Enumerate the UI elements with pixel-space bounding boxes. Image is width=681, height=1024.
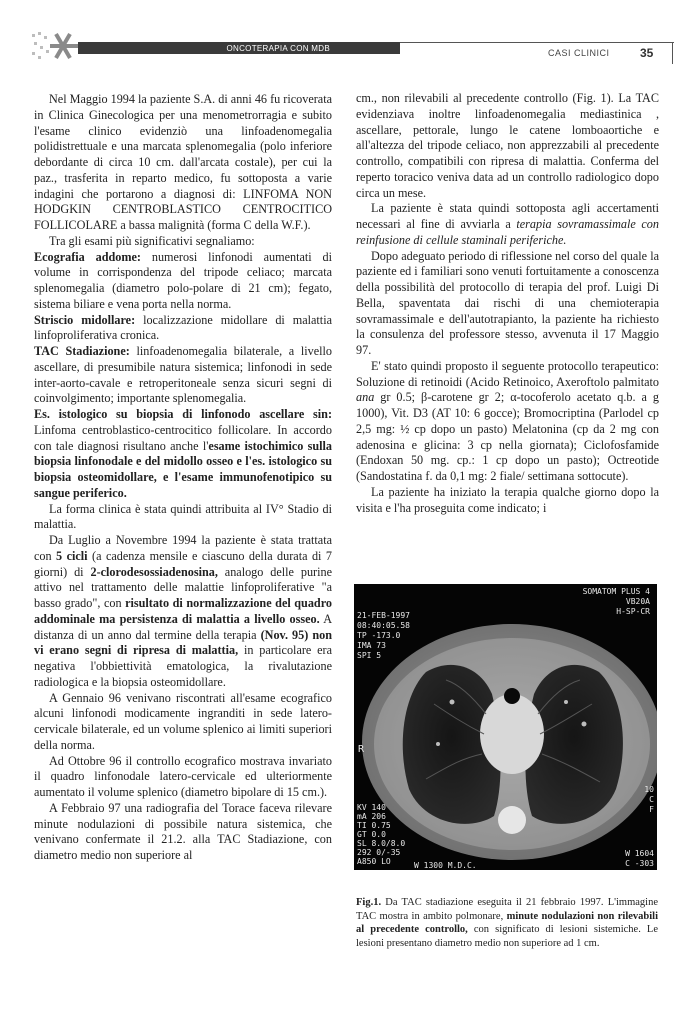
subheading: Es. istologico su biopsia di linfonodo ascellare sin: xyxy=(34,407,332,421)
scan-coords: 292 0/-35 xyxy=(357,848,401,857)
paragraph: Tra gli esami più significativi segnaliamo: xyxy=(49,233,255,248)
scan-time: 08:40:05.58 xyxy=(357,621,410,630)
scanner-version: VB20A xyxy=(625,597,650,606)
ct-scan-figure xyxy=(354,584,657,870)
emphasis-text: esame istochimico sulla biopsia linfonodale e del midollo osseo e l'es. istologico su biopsia osteomidollare, e l'esame immunofenotipico su sangue periferico. xyxy=(34,438,333,500)
emphasis-text: 2-clorodesossiadenosina, xyxy=(90,564,218,579)
paragraph-text: Da Luglio a Novembre 1994 la paziente è stata trattata con xyxy=(34,533,332,563)
paragraph: cm., non rilevabili al precedente controllo (Fig. 1). La TAC evidenziava inoltre linfoadenomegalia mediastinica , ascellare, pettorale, lungo le catene lomboaortiche e all'altezza del tripode celiaco, non apprezzabili al precedente controllo, compatibili con ripresa di malattia. Conferma del reperto toracico veniva data ad un controllo radiologico dopo circa un mese. xyxy=(356,91,659,200)
paragraph xyxy=(356,359,659,485)
figure-caption-label: Fig.1. xyxy=(356,897,382,908)
scan-window-center: C -303 xyxy=(625,859,654,868)
italic-text: terapia sovramassimale con reinfusione di cellule staminali periferiche. xyxy=(356,217,659,247)
vertebra xyxy=(498,806,526,834)
paragraph: La paziente ha iniziato la terapia qualche giorno dopo la visita e l'ha proseguita come indicato; i xyxy=(356,484,659,515)
scan-edge-label: 10 xyxy=(644,785,654,794)
right-column xyxy=(356,91,659,516)
italic-text: ana xyxy=(356,390,375,405)
paragraph-text: numerosi linfonodi aumentati di volume in corrispondenza del tripode celiaco; marcata splenomegalia (diametro polo-polare di 21 cm); fegato, sistema biliare e vena porta nella norma. xyxy=(34,249,333,311)
scan-ma: mA 206 xyxy=(357,812,386,821)
subheading: Striscio midollare: xyxy=(34,312,136,327)
figure-caption-text: Da TAC stadiazione eseguita il 21 febbraio 1997. L'immagine TAC mostra in ambito polmonare, xyxy=(356,897,658,922)
paragraph: A Febbraio 97 una radiografia del Torace faceva rilevare minute nodulazioni di possibile natura sistemica, che venivano confermate il 21.2. alla TAC Stadiazione, con diametro medio non superiore al xyxy=(34,800,332,862)
scan-sl: SL 8.0/8.0 xyxy=(357,839,406,848)
paragraph-text: analogo delle purine attivo nel trattamento delle malattie linfoproliferative "a basso grado", con xyxy=(34,564,332,610)
mediastinum xyxy=(480,694,544,774)
paragraph-text: gr 0.5; β-carotene gr 2; α-tocoferolo acetato q.b. a g 1000), Vit. D3 (AT 10: 6 gocce); Bromocriptina (Parlodel cp 2,5 mg: ½ cp dopo un pasto) Melatonina (cp da 2 mg con adenosina e glicina: 3 cp nella giornata); Ciclofosfamide (Endoxan 50 mg. cp.: 1 cp dopo un pasto); Octreotide (Sandostatina f. da 0,1 mg: 2 fiale/ settimana sottocute). xyxy=(356,390,659,483)
side-marker: R xyxy=(358,744,365,755)
paragraph-text: (a cadenza mensile e ciascuno della durata di 7 giorni) di xyxy=(34,548,332,579)
paragraph xyxy=(34,533,332,691)
paragraph xyxy=(34,313,332,345)
scan-spi: SPI 5 xyxy=(357,651,382,660)
emphasis-text: 5 cicli xyxy=(56,548,88,563)
paragraph-text: La paziente è stata quindi sottoposta agli accertamenti necessari al fine di avviarla a xyxy=(356,201,659,231)
scan-gt: GT 0.0 xyxy=(357,830,386,839)
section-title: CASI CLINICI xyxy=(548,48,610,58)
scan-window-width: W 1604 xyxy=(625,849,654,858)
running-header-label: ONCOTERAPIA CON MDB xyxy=(226,43,330,53)
paragraph: Nel Maggio 1994 la paziente S.A. di anni 46 fu ricoverata in Clinica Ginecologica per una menometrorragia e subito l'esame clinico evidenziò una linfoadenomegalia polidistrettuale e una marcata splenomegalia (polo inferiore debordante di circa 10 cm. dall'arcata costale), per cui la paz., trasferita in reparto medico, fu sottoposta a varie indagini che portarono a diagnosi di: LINFOMA NON HODGKIN CENTROBLASTICO CENTROCITICO FOLLICOLARE a bassa malignità (forma C della W.F.). xyxy=(34,92,332,232)
paragraph: A Gennaio 96 venivano riscontrati all'esame ecografico alcuni linfonodi modicamente ingranditi in sede latero-cervicale bilaterale, ed un volume splenico ai limiti superiori della norma. xyxy=(34,690,332,752)
subheading: Ecografia addome: xyxy=(34,249,141,264)
paragraph: La forma clinica è stata quindi attribuita al IV° Stadio di malattia. xyxy=(34,501,332,532)
running-header-band xyxy=(78,42,400,54)
scan-footer-left: W 1300 M.D.C. xyxy=(414,861,477,870)
paragraph-text: Linfoma centroblastico-centrocitico follicolare. In accordo con tale diagnosi risultano anche l' xyxy=(34,422,332,453)
scan-date: 21-FEB-1997 xyxy=(357,611,410,620)
paragraph-text: linfoadenomegalia bilaterale, a livello ascellare, di presumibile natura sistemica; linfonodi in sede inter-aorto-cavale e retroperitoneale senza sicuri segni di coinvolgimento; importante splenomegalia. xyxy=(34,344,332,406)
page-number: 35 xyxy=(640,46,654,60)
scan-ima: IMA 73 xyxy=(357,641,386,650)
paragraph-text: in particolare era negativa l'obbiettività ematologica, la rivalutazione radiologica e la biopsia osteomidollare. xyxy=(34,643,332,689)
figure-caption-emphasis: minute nodulazioni non rilevabili al precedente controllo, xyxy=(356,910,659,935)
paragraph-text: A distanza di un anno dal termine della terapia xyxy=(34,611,332,642)
paragraph xyxy=(34,407,332,502)
paragraph xyxy=(34,344,332,407)
paragraph-text: E' stato quindi proposto il seguente protocollo terapeutico: Soluzione di retinoidi (Acido Retinoico, Axeroftolo palmitato xyxy=(356,358,659,389)
scan-edge-label: C xyxy=(649,795,654,804)
scan-tp: TP -173.0 xyxy=(357,631,401,640)
figure-caption xyxy=(356,896,658,950)
scanner-label: SOMATOM PLUS 4 xyxy=(582,587,650,596)
emphasis-text: (Nov. 95) non vi erano segni di ripresa di malattia, xyxy=(34,627,332,658)
scanner-mode: H-SP-CR xyxy=(616,607,650,616)
scan-kv: KV 140 xyxy=(357,803,386,812)
ct-scan-image xyxy=(354,584,657,870)
left-column xyxy=(34,92,332,864)
subheading: TAC Stadiazione: xyxy=(34,344,130,358)
paragraph-text: localizzazione midollare di malattia linfoproliferativa cronica. xyxy=(34,312,332,343)
scan-edge-label: F xyxy=(649,805,654,814)
figure-caption-text: con significato di lesioni sistemiche. Le lesioni presentano diametro medio non superiore ad 1 cm. xyxy=(356,924,658,949)
paragraph: Ad Ottobre 96 il controllo ecografico mostrava invariato il quadro linfonodale latero-cervicale ed ulteriormente aumentato il volume splenico (diametro bipolare di 15 cm.). xyxy=(34,753,332,799)
paragraph: Dopo adeguato periodo di riflessione nel corso del quale la paziente ed i familiari sono venuti fortuitamente a conoscenza della possibilità del protocollo di terapia del prof. Luigi Di Bella, spaventata dai rischi di una chemioterapia sovramassimale e dell'autotrapianto, la paziente ha richiesto la consulenza del professore stesso, avvenuta il 17 Maggio 97. xyxy=(356,248,659,357)
paragraph xyxy=(356,201,659,248)
scan-ti: TI 0.75 xyxy=(357,821,391,830)
header-rule xyxy=(400,42,674,43)
paragraph xyxy=(34,250,332,313)
emphasis-text: risultato di normalizzazione del quadro addominale ma persistenza di malattia a livello osseo. xyxy=(34,596,332,626)
scan-window-lo: A850 LO xyxy=(357,857,391,866)
journal-logo-icon xyxy=(30,30,78,62)
header-tick xyxy=(672,42,673,64)
